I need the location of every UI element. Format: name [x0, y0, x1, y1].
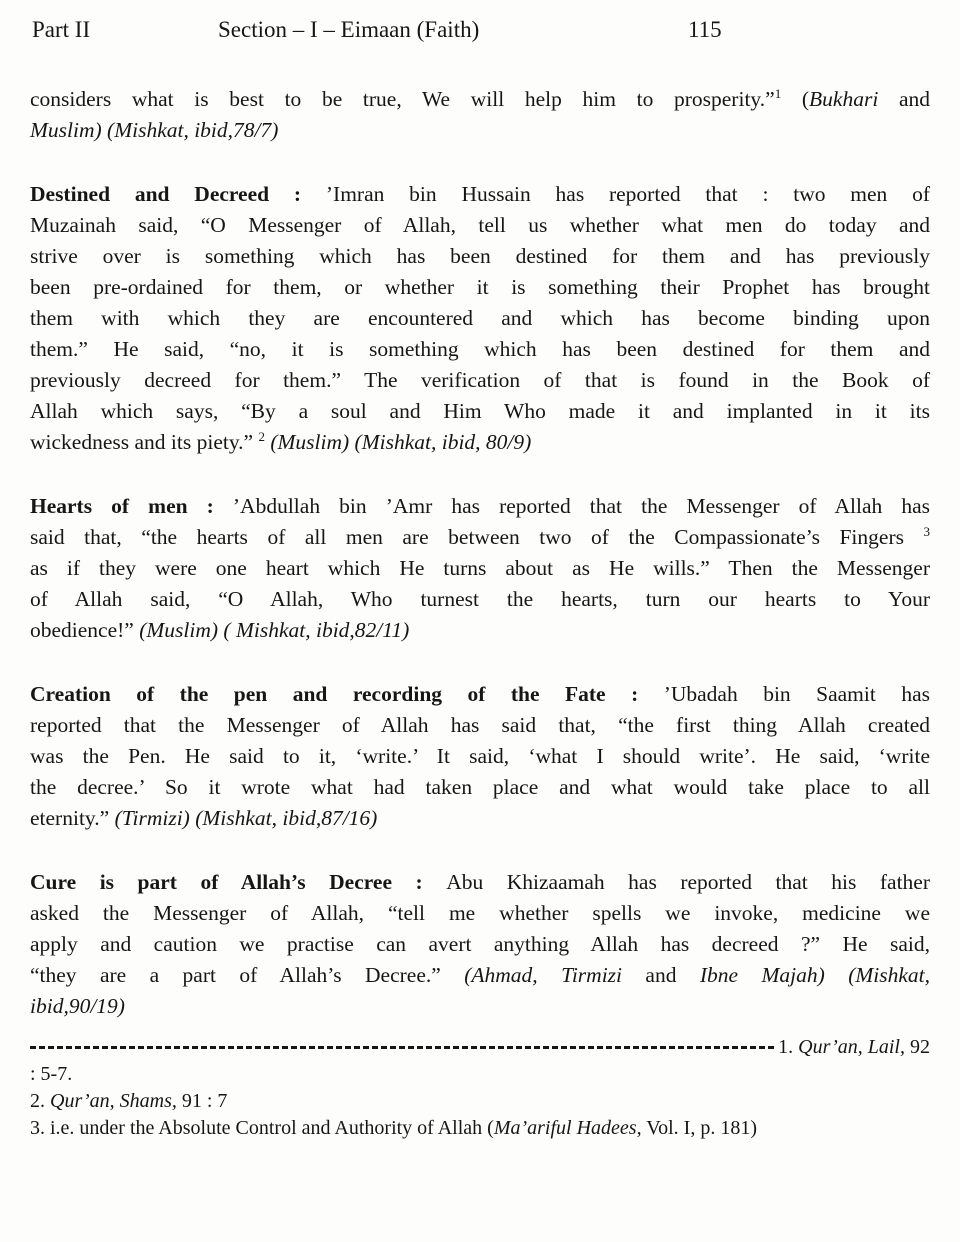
- text-segment: strive over is something which has been destined for them and has previously: [30, 244, 930, 268]
- text-segment: Hearts of men :: [30, 494, 233, 518]
- text-segment: 1.: [778, 1036, 799, 1058]
- text-segment: them.” He said, “no, it is something which has been destined for them and: [30, 337, 930, 361]
- text-segment: Muzainah said, “O Messenger of Allah, tell us whether what men do today and: [30, 213, 930, 237]
- text-line: [30, 1061, 930, 1088]
- text-line: [30, 522, 930, 553]
- text-segment: , Vol. I, p. 181): [636, 1117, 757, 1139]
- text-line: [30, 179, 930, 210]
- text-line: [30, 898, 930, 929]
- text-line: [30, 867, 930, 898]
- text-line: [30, 365, 930, 396]
- text-segment: (Ahmad, Tirmizi: [464, 963, 623, 987]
- text-segment: Muslim) (Mishkat, ibid,78/7): [30, 118, 279, 142]
- text-segment: and: [878, 87, 931, 111]
- text-segment: Ibne Majah) (Mishkat,: [699, 963, 930, 987]
- text-line: [30, 929, 930, 960]
- text-line: [30, 553, 930, 584]
- text-segment: (: [781, 87, 810, 111]
- text-segment: of Allah said, “O Allah, Who turnest the hearts, turn our hearts to Your: [30, 587, 930, 611]
- text-line: [30, 84, 930, 115]
- text-segment: previously decreed for them.” The verification of that is found in the Book of: [30, 368, 930, 392]
- text-segment: been pre-ordained for them, or whether it is something their Prophet has brought: [30, 275, 930, 299]
- text-segment: 91 : 7: [176, 1090, 228, 1112]
- dashed-separator-rule: [30, 1046, 775, 1049]
- text-line: [30, 334, 930, 365]
- header-part-label: Part II: [32, 17, 91, 42]
- text-segment: ’Abdullah bin ’Amr has reported that the Messenger of Allah has: [232, 494, 930, 518]
- text-line: [30, 241, 930, 272]
- text-segment: Allah which says, “By a soul and Him Who made it and implanted in it its: [30, 399, 930, 423]
- text-segment: ’Imran bin Hussain has reported that : two men of: [325, 182, 931, 206]
- text-segment: Bukhari: [809, 87, 879, 111]
- footnote-reference: 3: [923, 524, 930, 539]
- text-line: [30, 491, 930, 522]
- text-line: [30, 803, 930, 834]
- text-line: [30, 710, 930, 741]
- text-segment: Abu Khizaamah has reported that his father: [446, 870, 931, 894]
- text-segment: 2.: [30, 1090, 50, 1112]
- text-line: [30, 115, 930, 146]
- text-segment: Qur’an, Lail,: [798, 1036, 905, 1058]
- footnote-reference: 2: [258, 429, 265, 444]
- text-line: [30, 1034, 930, 1061]
- text-line: [30, 772, 930, 803]
- text-segment: (Tirmizi) (Mishkat, ibid,87/16): [114, 806, 378, 830]
- footnotes: [30, 1034, 930, 1142]
- text-line: [30, 396, 930, 427]
- text-segment: 92: [905, 1036, 930, 1058]
- text-line: [30, 303, 930, 334]
- text-segment: “they are a part of Allah’s Decree.”: [30, 963, 465, 987]
- text-segment: said that, “the hearts of all men are between two of the Compassionate’s Fingers: [30, 525, 924, 549]
- text-segment: (Muslim) (Mishkat, ibid, 80/9): [270, 430, 532, 454]
- text-line: [30, 1115, 930, 1142]
- text-segment: apply and caution we practise can avert anything Allah has decreed ?” He said,: [30, 932, 930, 956]
- paragraph-creation-of-the-pen: [30, 679, 930, 834]
- paragraphs: [30, 84, 930, 1022]
- text-segment: was the Pen. He said to it, ‘write.’ It said, ‘what I should write’. He said, ‘write: [30, 744, 930, 768]
- page-body: [30, 84, 930, 1142]
- text-segment: considers what is best to be true, We will help him to prosperity.”: [30, 87, 775, 111]
- text-line: [30, 679, 930, 710]
- text-segment: ibid,90/19): [30, 994, 125, 1018]
- text-segment: wickedness and its piety.”: [30, 430, 259, 454]
- text-segment: reported that the Messenger of Allah has said that, “the first thing Allah created: [30, 713, 930, 737]
- text-line: [30, 427, 930, 458]
- text-segment: and: [622, 963, 700, 987]
- text-line: [30, 272, 930, 303]
- text-segment: them with which they are encountered and which has become binding upon: [30, 306, 930, 330]
- text-line: [30, 584, 930, 615]
- text-line: [30, 741, 930, 772]
- text-segment: 3. i.e. under the Absolute Control and Authority of Allah (: [30, 1117, 494, 1139]
- paragraph-intro: [30, 84, 930, 146]
- text-segment: ’Ubadah bin Saamit has: [663, 682, 930, 706]
- text-line: [30, 960, 930, 991]
- text-segment: Ma’ariful Hadees: [493, 1117, 637, 1139]
- text-segment: the decree.’ So it wrote what had taken place and what would take place to all: [30, 775, 930, 799]
- text-segment: Creation of the pen and recording of the Fate :: [30, 682, 664, 706]
- paragraph-cure-is-part-of-allahs-decree: [30, 867, 930, 1022]
- text-line: [30, 1088, 930, 1115]
- text-segment: obedience!”: [30, 618, 140, 642]
- footnote-reference: 1: [774, 86, 782, 101]
- text-segment: eternity.”: [30, 806, 115, 830]
- text-segment: asked the Messenger of Allah, “tell me whether spells we invoke, medicine we: [30, 901, 930, 925]
- text-segment: (Muslim) ( Mishkat, ibid,82/11): [139, 618, 410, 642]
- text-line: [30, 210, 930, 241]
- page-number: 115: [688, 17, 722, 42]
- text-line: [30, 991, 930, 1022]
- text-segment: Qur’an, Shams,: [50, 1090, 177, 1112]
- paragraph-destined-and-decreed: [30, 179, 930, 458]
- paragraph-hearts-of-men: [30, 491, 930, 646]
- text-segment: : 5-7.: [30, 1063, 73, 1085]
- text-segment: as if they were one heart which He turns about as He wills.” Then the Messenger: [30, 556, 930, 580]
- text-line: [30, 615, 930, 646]
- text-segment: Destined and Decreed :: [30, 182, 326, 206]
- header-section-title: Section – I – Eimaan (Faith): [218, 17, 480, 42]
- text-segment: Cure is part of Allah’s Decree :: [30, 870, 447, 894]
